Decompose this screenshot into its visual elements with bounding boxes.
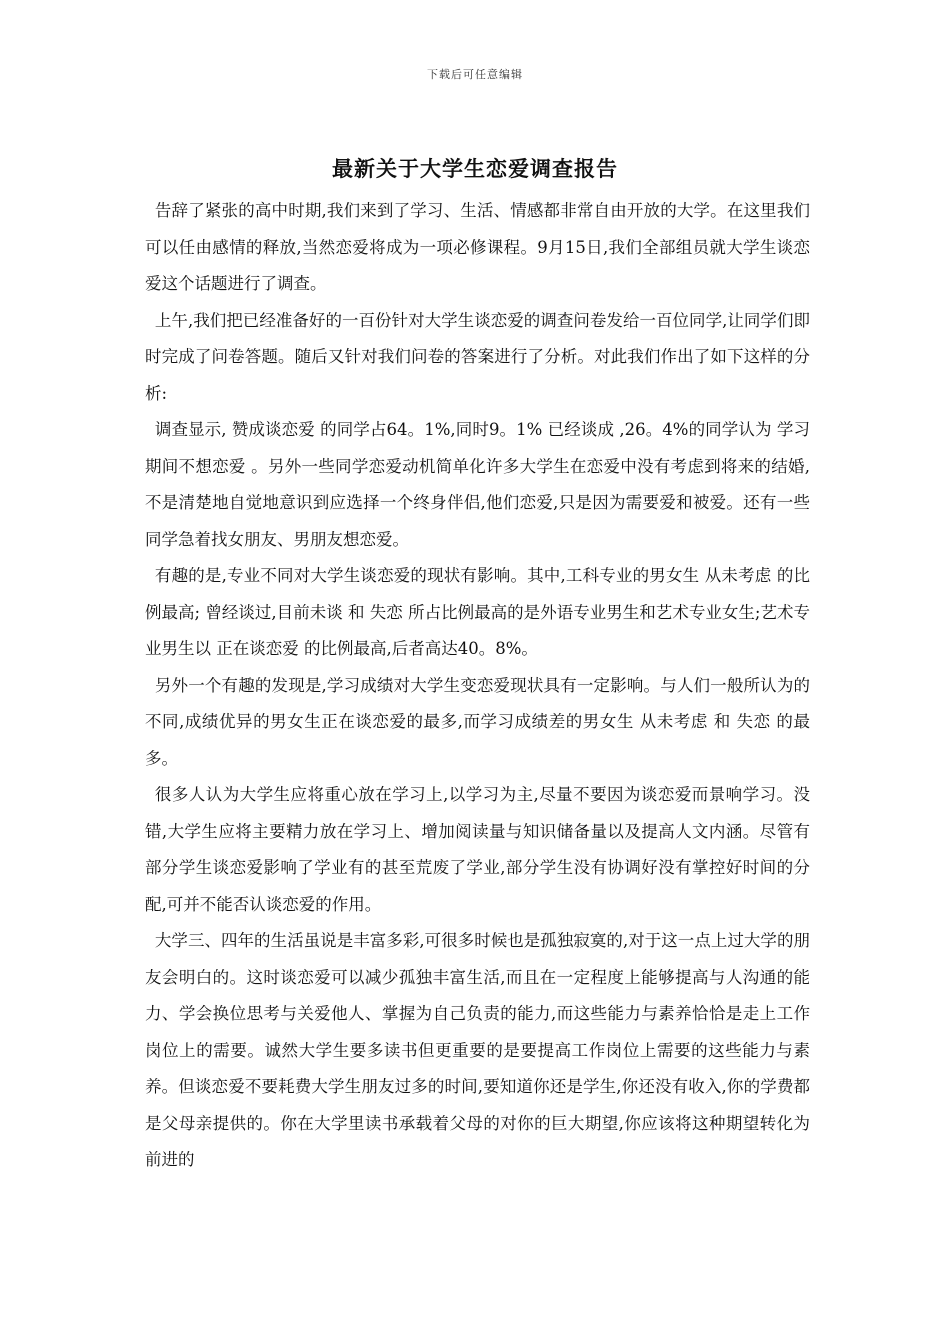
paragraph: 上午,我们把已经准备好的一百份针对大学生谈恋爱的调查问卷发给一百位同学,让同学们即时完成了问卷答题。随后又针对我们问卷的答案进行了分析。对此我们作出了如下这样的分析:	[145, 310, 810, 403]
paragraph: 调查显示, 赞成谈恋爱 的同学占64。1%,同时9。1% 已经谈成 ,26。4%的同学认为 学习期间不想恋爱 。另外一些同学恋爱动机简单化许多大学生在恋爱中没有考虑到将来的结婚,不是清楚地自觉地意识到应选择一个终身伴侣,他们恋爱,只是因为需要爱和被爱。还有一些同学急着找女朋友、男朋友想恋爱。	[145, 420, 810, 549]
page-header-note: 下载后可任意编辑	[427, 68, 523, 81]
document-title: 最新关于大学生恋爱调查报告	[332, 156, 618, 181]
paragraph: 告辞了紧张的高中时期,我们来到了学习、生活、情感都非常自由开放的大学。在这里我们可以任由感情的释放,当然恋爱将成为一项必修课程。9月15日,我们全部组员就大学生谈恋爱这个话题进行了调查。	[145, 201, 810, 293]
paragraph: 很多人认为大学生应将重心放在学习上,以学习为主,尽量不要因为谈恋爱而景响学习。没错,大学生应将主要精力放在学习上、增加阅读量与知识储备量以及提高人文内涵。尽管有部分学生谈恋爱影响了学业有的甚至荒废了学业,部分学生没有协调好没有掌控好时间的分配,可并不能否认谈恋爱的作用。	[145, 785, 810, 914]
paragraph: 有趣的是,专业不同对大学生谈恋爱的现状有影响。其中,工科专业的男女生 从未考虑 的比例最高; 曾经谈过,目前未谈 和 失恋 所占比例最高的是外语专业男生和艺术专业女生;艺术专业男生以 正在谈恋爱 的比例最高,后者高达40。8%。	[145, 566, 810, 658]
document-body	[145, 193, 810, 1179]
paragraph: 另外一个有趣的发现是,学习成绩对大学生变恋爱现状具有一定影响。与人们一般所认为的不同,成绩优异的男女生正在谈恋爱的最多,而学习成绩差的男女生 从未考虑 和 失恋 的最多。	[145, 675, 810, 768]
paragraph: 大学三、四年的生活虽说是丰富多彩,可很多时候也是孤独寂寞的,对于这一点上过大学的朋友会明白的。这时谈恋爱可以减少孤独丰富生活,而且在一定程度上能够提高与人沟通的能力、学会换位思考与关爱他人、掌握为自己负责的能力,而这些能力与素养恰恰是走上工作岗位上的需要。诚然大学生要多读书但更重要的是要提高工作岗位上需要的这些能力与素养。但谈恋爱不要耗费大学生朋友过多的时间,要知道你还是学生,你还没有收入,你的学费都是父母亲提供的。你在大学里读书承载着父母的对你的巨大期望,你应该将这种期望转化为前进的	[145, 931, 810, 1169]
